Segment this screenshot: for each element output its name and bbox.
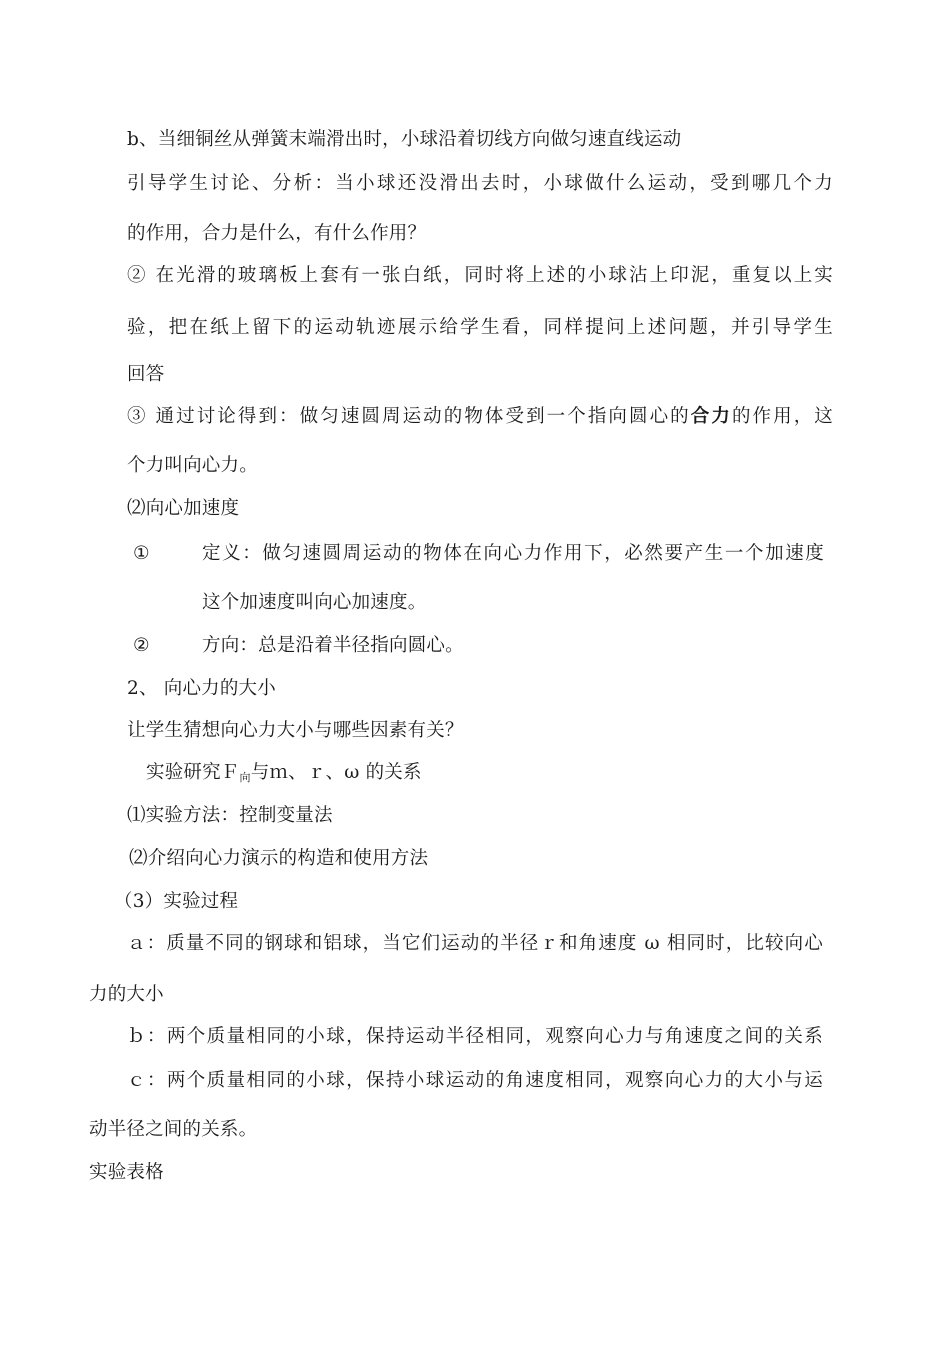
experiment-topic-subscript: 向 xyxy=(239,771,251,784)
text-line-guide-cont: 的作用，合力是什么，有什么作用？ xyxy=(127,223,427,244)
text-line-process: （3）实验过程 xyxy=(114,891,239,912)
text-line-step2-end: 回答 xyxy=(127,364,165,385)
definition-line-cont: 这个加速度叫向心加速度。 xyxy=(202,592,427,613)
step3-text-a: ③ 通过讨论得到：做匀速圆周运动的物体受到一个指向圆心的 xyxy=(127,406,691,427)
experiment-topic-a: 实验研究Ｆ xyxy=(146,762,240,783)
experiment-topic-b: 与ｍ、ｒ、ω 的关系 xyxy=(250,762,422,783)
text-line-apparatus: ⑵介绍向心力演示的构造和使用方法 xyxy=(129,848,429,869)
text-line-process-a-cont: 力的大小 xyxy=(89,984,164,1005)
text-line-process-c-cont: 动半径之间的关系。 xyxy=(89,1119,258,1140)
text-line-experiment-topic xyxy=(146,761,422,790)
step3-bold-term: 合力 xyxy=(690,406,732,427)
section-heading-centripetal-acceleration: ⑵向心加速度 xyxy=(127,498,240,519)
text-line-step3-cont: 个力叫向心力。 xyxy=(127,455,258,476)
text-line-step2-cont: 验，把在纸上留下的运动轨迹展示给学生看，同样提问上述问题，并引导学生 xyxy=(127,317,833,338)
step3-text-b: 的作用，这 xyxy=(731,406,833,427)
section-heading-magnitude: 2、 向心力的大小 xyxy=(127,678,276,699)
definition-line: 定义：做匀速圆周运动的物体在向心力作用下，必然要产生一个加速度 xyxy=(202,543,824,564)
text-line-guess: 让学生猜想向心力大小与哪些因素有关？ xyxy=(127,720,464,741)
text-line-process-c: ｃ：两个质量相同的小球，保持小球运动的角速度相同，观察向心力的大小与运 xyxy=(127,1070,823,1091)
section-heading-experiment-table: 实验表格 xyxy=(89,1162,164,1183)
direction-line: 方向：总是沿着半径指向圆心。 xyxy=(202,635,464,656)
text-line-process-a: ａ：质量不同的钢球和铝球，当它们运动的半径ｒ和角速度 ω 相同时，比较向心 xyxy=(127,933,823,954)
text-line-guide: 引导学生讨论、分析：当小球还没滑出去时，小球做什么运动，受到哪几个力 xyxy=(127,173,833,194)
list-marker-1: ① xyxy=(133,543,150,564)
text-line-step3 xyxy=(127,405,833,429)
text-line-process-b: ｂ：两个质量相同的小球，保持运动半径相同，观察向心力与角速度之间的关系 xyxy=(127,1026,823,1047)
text-line-method: ⑴实验方法：控制变量法 xyxy=(127,805,333,826)
text-line-step2: ② 在光滑的玻璃板上套有一张白纸，同时将上述的小球沾上印泥，重复以上实 xyxy=(127,265,833,286)
text-line-b: b、当细铜丝从弹簧末端滑出时，小球沿着切线方向做匀速直线运动 xyxy=(127,129,682,150)
list-marker-2: ② xyxy=(133,635,150,656)
